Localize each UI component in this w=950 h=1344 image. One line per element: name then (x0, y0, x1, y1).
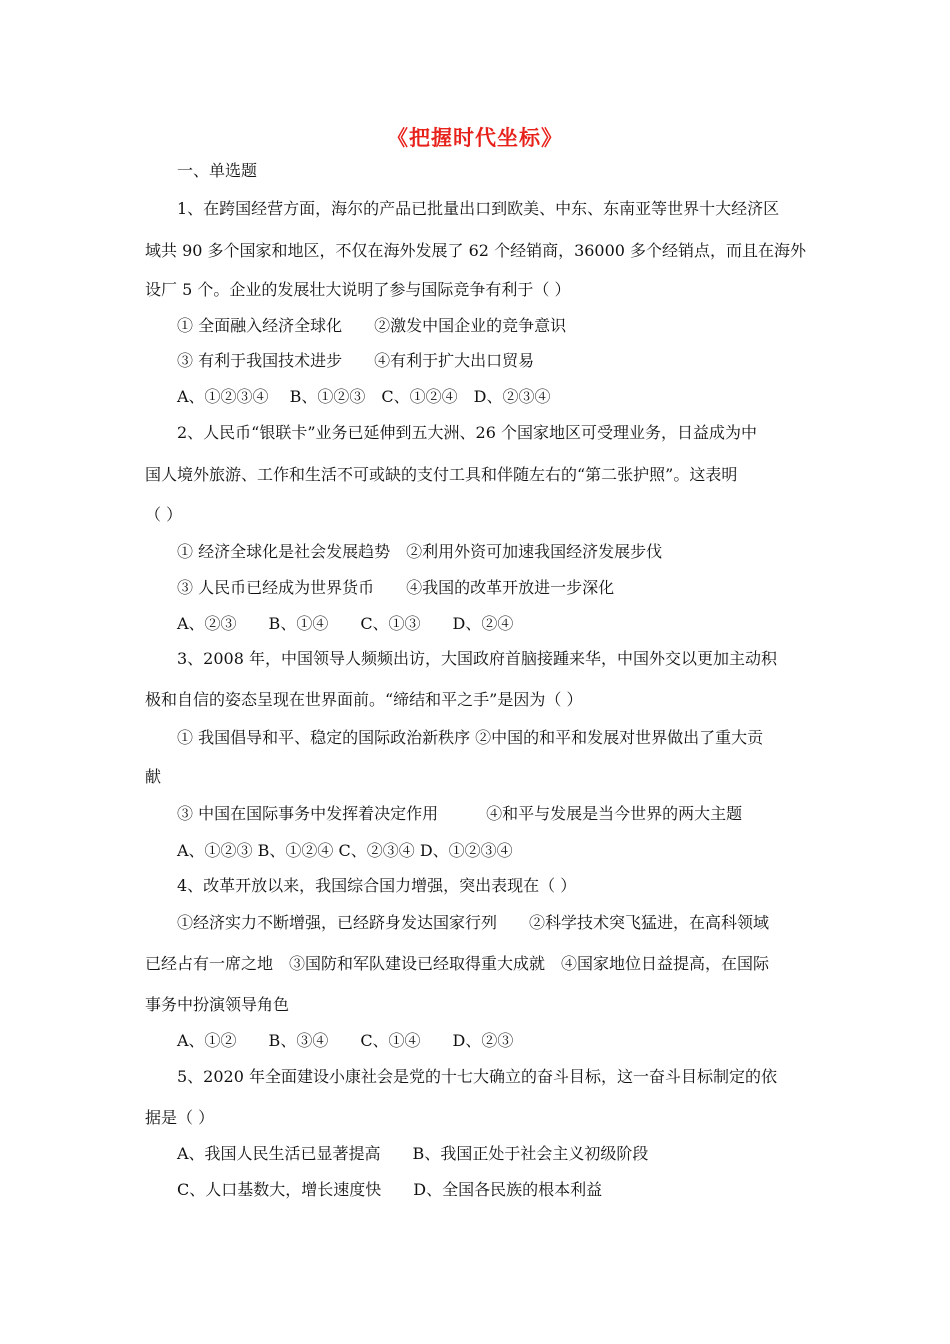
question-4-line-1: 4、改革开放以来，我国综合国力增强，突出表现在（ ） (177, 876, 577, 895)
question-2-line-2: 国人境外旅游、工作和生活不可或缺的支付工具和伴随左右的“第二张护照”。这表明 (145, 465, 738, 484)
question-1-line-2: 域共 90 多个国家和地区，不仅在海外发展了 62 个经销商，36000 多个经销点，而且在海外 (145, 241, 807, 260)
question-2-options: A、②③ B、①④ C、①③ D、②④ (177, 614, 514, 633)
question-3-statement-2: ③ 中国在国际事务中发挥着决定作用 ④和平与发展是当今世界的两大主题 (177, 804, 743, 823)
question-2-statement-1: ① 经济全球化是社会发展趋势 ②利用外资可加速我国经济发展步伐 (177, 542, 663, 561)
question-2-statement-2: ③ 人民币已经成为世界货币 ④我国的改革开放进一步深化 (177, 578, 615, 597)
document-title: 《把握时代坐标》 (387, 125, 563, 150)
question-4-statement-1-cont2: 事务中扮演领导角色 (145, 995, 290, 1014)
question-5-line-2: 据是（ ） (145, 1108, 215, 1127)
question-2-line-1: 2、人民币“银联卡”业务已延伸到五大洲、26 个国家地区可受理业务，日益成为中 (177, 423, 757, 442)
question-4-options: A、①② B、③④ C、①④ D、②③ (177, 1031, 514, 1050)
question-5-options-ab: A、我国人民生活已显著提高 B、我国正处于社会主义初级阶段 (177, 1144, 649, 1163)
question-1-line-1: 1、在跨国经营方面，海尔的产品已批量出口到欧美、中东、东南亚等世界十大经济区 (177, 199, 780, 218)
question-1-statement-2: ③ 有利于我国技术进步 ④有利于扩大出口贸易 (177, 351, 535, 370)
question-5-options-cd: C、人口基数大，增长速度快 D、全国各民族的根本利益 (177, 1180, 603, 1199)
question-3-line-1: 3、2008 年，中国领导人频频出访，大国政府首脑接踵来华，中国外交以更加主动积 (177, 649, 777, 668)
question-2-line-3: （ ） (145, 505, 183, 524)
question-1-options: A、①②③④ B、①②③ C、①②④ D、②③④ (177, 387, 551, 406)
question-3-statement-1-cont: 献 (145, 767, 162, 786)
question-5-line-1: 5、2020 年全面建设小康社会是党的十七大确立的奋斗目标，这一奋斗目标制定的依 (177, 1067, 777, 1086)
section-heading: 一、单选题 (177, 161, 258, 180)
question-4-statement-1-cont: 已经占有一席之地 ③国防和军队建设已经取得重大成就 ④国家地位日益提高，在国际 (145, 954, 770, 973)
question-1-statement-1: ① 全面融入经济全球化 ②激发中国企业的竞争意识 (177, 316, 567, 335)
question-1-line-3: 设厂 5 个。企业的发展壮大说明了参与国际竞争有利于（ ） (145, 280, 571, 299)
question-3-statement-1: ① 我国倡导和平、稳定的国际政治新秩序 ②中国的和平和发展对世界做出了重大贡 (177, 728, 764, 747)
question-4-statement-1: ①经济实力不断增强，已经跻身发达国家行列 ②科学技术突飞猛进，在高科领域 (177, 913, 770, 932)
question-3-options: A、①②③ B、①②④ C、②③④ D、①②③④ (177, 841, 513, 860)
question-3-line-2: 极和自信的姿态呈现在世界面前。“缔结和平之手”是因为（ ） (145, 690, 583, 709)
